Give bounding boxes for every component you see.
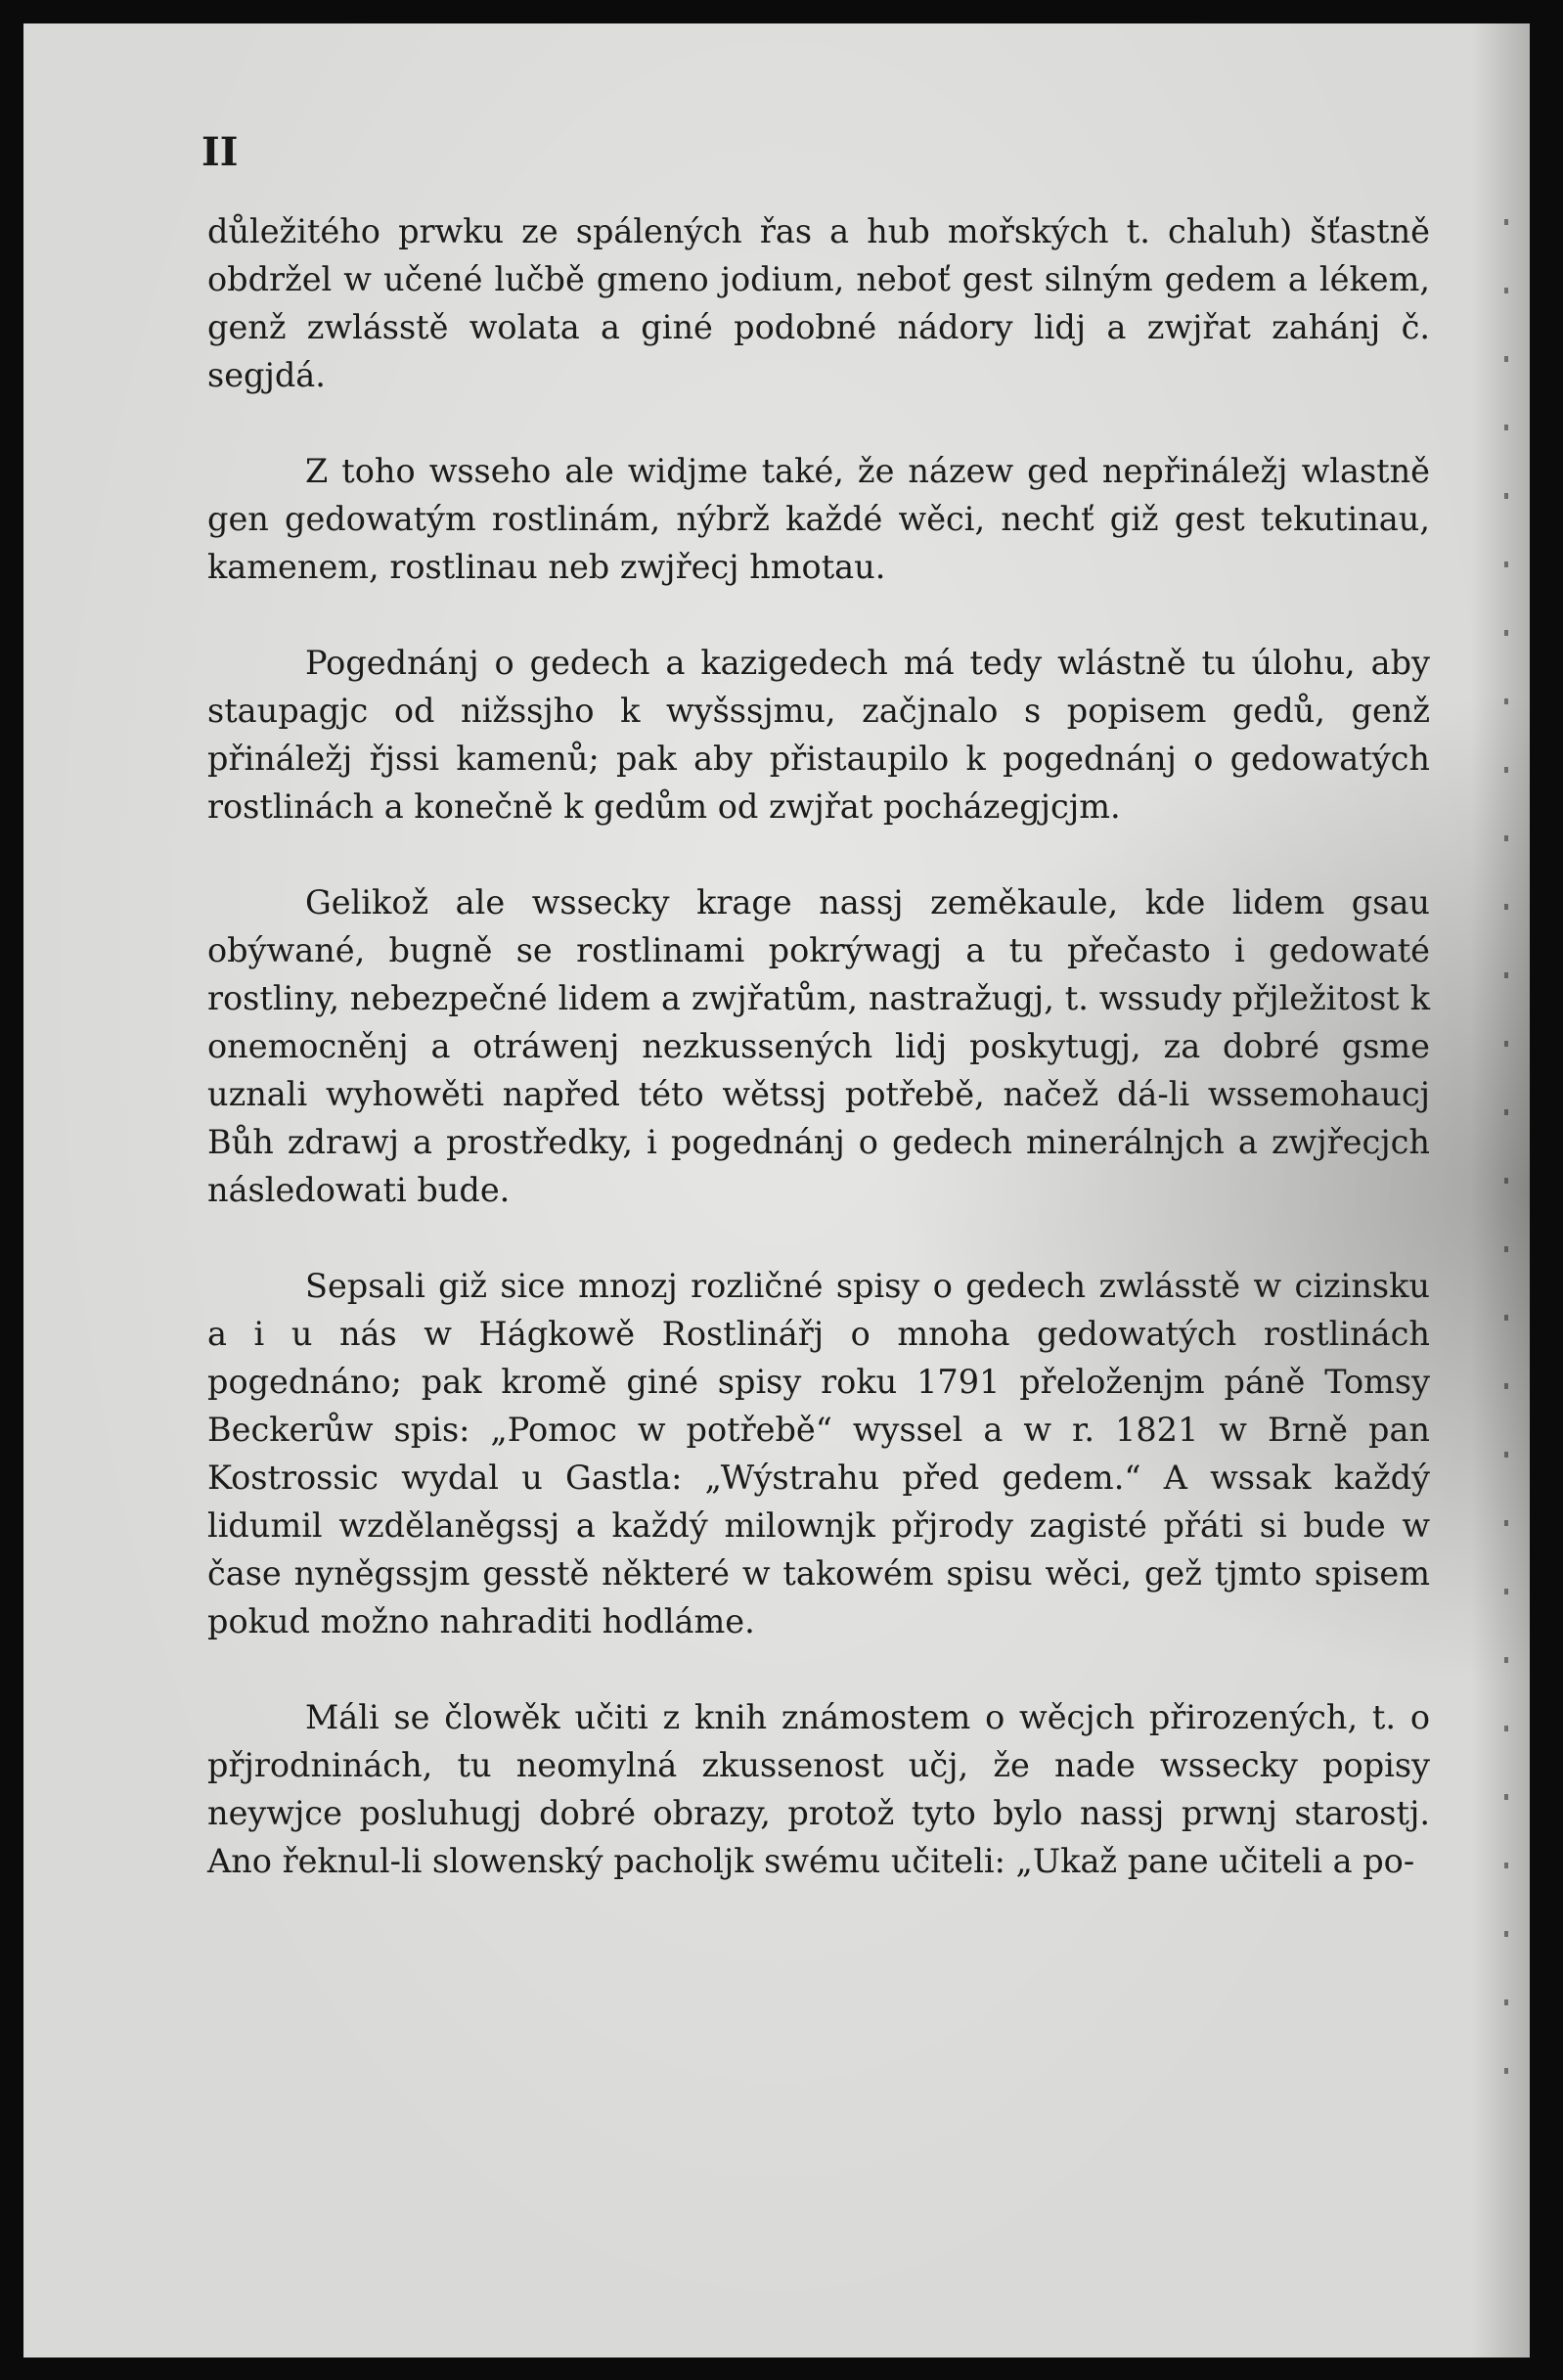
- body-text: [207, 207, 1430, 1885]
- binding-marks: [1504, 219, 1508, 2127]
- paragraph: Sepsali giž sice mnozj rozličné spisy o gedech zwlásstě w cizinsku a i u nás w Hágkowě Rostlinářj o mnoha gedowatých rostlinách pogednáno; pak kromě giné spisy roku 1791 přeloženjm páně Tomsy Beckerůw spis: „Pomoc w potřebě“ wyssel a w r. 1821 w Brně pan Kostrossic wydal u Gastla: „Wýstrahu před gedem.“ A wssak každý lidumil wzdělaněgssj a každý milownjk přjrody zagisté přáti si bude w čase nyněgssjm gesstě některé w takowém spisu wěci, gež tjmto spisem pokud možno nahraditi hodláme.: [207, 1267, 1430, 1640]
- page-edge-shadow: [1471, 23, 1530, 2358]
- paragraph: Gelikož ale wssecky krage nassj zeměkaule, kde lidem gsau obýwané, bugně se rostlinami pokrýwagj a tu přečasto i gedowaté rostliny, nebezpečné lidem a zwjřatům, nastražugj, t. wssudy přjležitost k onemocněnj a otráwenj nezkussených lidj poskytugj, za dobré gsme uznali wyhowěti napřed této wětssj potřebě, načež dá-li wssemohaucj Bůh zdrawj a prostředky, i pogednánj o gedech minerálnjch a zwjřecjch následowati bude.: [207, 883, 1430, 1209]
- paragraph: důležitého prwku ze spálených řas a hub mořských t. chaluh) šťastně obdržel w učené lučbě gmeno jodium, neboť gest silným gedem a lékem, genž zwlásstě wolata a giné podobné nádory lidj a zwjřat zahánj č. segjdá.: [207, 212, 1430, 394]
- page-number: II: [201, 129, 239, 175]
- book-page: [23, 23, 1530, 2358]
- paragraph: Z toho wsseho ale widjme také, že názew ged nepřináležj wlastně gen gedowatým rostlinám, nýbrž každé wěci, nechť giž gest tekutinau, kamenem, rostlinau neb zwjřecj hmotau.: [207, 452, 1430, 586]
- paragraph: Máli se člowěk učiti z knih známostem o wěcjch přirozených, t. o přjrodninách, tu neomylná zkussenost učj, že nade wssecky popisy neywjce posluhugj dobré obrazy, protož tyto bylo nassj prwnj starostj. Ano řeknul-li slowenský pacholjk swému učiteli: „Ukaž pane učiteli a po-: [207, 1698, 1430, 1880]
- paragraph: Pogednánj o gedech a kazigedech má tedy wlástně tu úlohu, aby staupagjc od nižssjho k wyšssjmu, začjnalo s popisem gedů, genž přináležj řjssi kamenů; pak aby přistaupilo k pogednánj o gedowatých rostlinách a konečně k gedům od zwjřat pocházegjcjm.: [207, 644, 1430, 826]
